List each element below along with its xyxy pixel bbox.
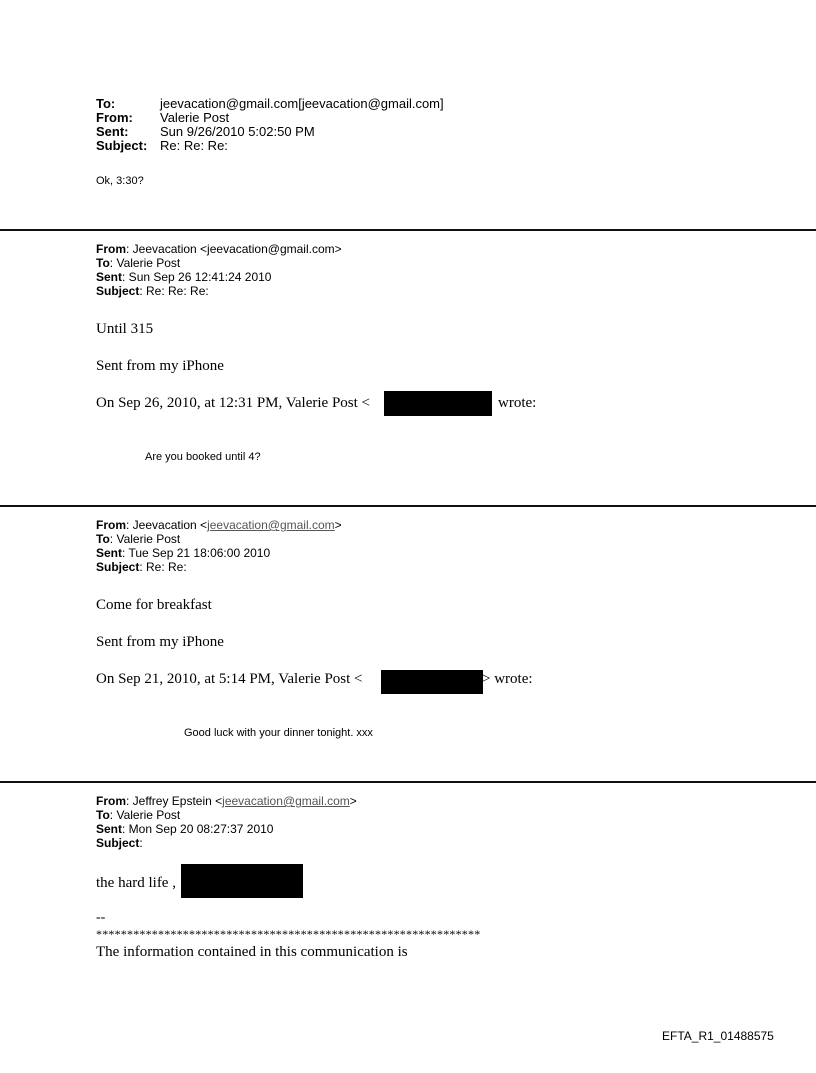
subject-value: Re: Re: Re: <box>160 138 228 153</box>
to-label: To: <box>96 96 116 111</box>
sent-value: : Tue Sep 21 18:06:00 2010 <box>122 546 271 560</box>
from-suffix: > <box>349 794 357 808</box>
subject-label: Subject <box>96 284 140 298</box>
bates-number: EFTA_R1_01488575 <box>662 1029 774 1043</box>
email4-body-line1: the hard life , <box>96 875 176 891</box>
subject-label: Subject <box>96 560 140 574</box>
email2-body-line1: Until 315 <box>96 321 154 337</box>
from-prefix: : Jeffrey Epstein < <box>126 794 223 808</box>
to-label: To <box>96 808 110 822</box>
email-link[interactable]: jeevacation@gmail.com <box>207 518 335 532</box>
sent-value: : Mon Sep 20 08:27:37 2010 <box>122 822 274 836</box>
from-label: From <box>96 242 126 256</box>
sent-label: Sent: <box>96 124 129 139</box>
from-suffix: > <box>334 518 342 532</box>
sent-label: Sent <box>96 822 123 836</box>
subject-value: : Re: Re: <box>139 560 187 574</box>
sent-label: Sent <box>96 546 123 560</box>
email4-header <box>96 794 357 850</box>
email3-quoted-text: Good luck with your dinner tonight. xxx <box>184 727 373 739</box>
email3-body-line1: Come for breakfast <box>96 597 212 613</box>
email2-header <box>96 242 342 298</box>
from-prefix: : Jeevacation < <box>126 518 208 532</box>
email2-quoted-text: Are you booked until 4? <box>145 451 261 463</box>
signature-dashes: -- <box>96 910 106 925</box>
to-value: : Valerie Post <box>109 808 181 822</box>
to-label: To <box>96 256 110 270</box>
email3-quote-suffix: > wrote: <box>482 671 533 687</box>
redaction-box <box>384 391 492 416</box>
to-value: : Valerie Post <box>109 256 181 270</box>
sent-value: : Sun Sep 26 12:41:24 2010 <box>122 270 272 284</box>
divider <box>0 781 816 783</box>
redaction-box <box>381 670 483 694</box>
email2-body-line2: Sent from my iPhone <box>96 358 224 374</box>
email1-body: Ok, 3:30? <box>96 175 144 187</box>
subject-value: : <box>139 836 143 850</box>
from-label: From <box>96 518 126 532</box>
sent-label: Sent <box>96 270 123 284</box>
subject-label: Subject <box>96 836 140 850</box>
to-value: : Valerie Post <box>109 532 181 546</box>
email3-body-line2: Sent from my iPhone <box>96 634 224 650</box>
email1-header <box>96 96 444 153</box>
email3-quote-prefix: On Sep 21, 2010, at 5:14 PM, Valerie Post < <box>96 671 363 687</box>
to-label: To <box>96 532 110 546</box>
sent-value: Sun 9/26/2010 5:02:50 PM <box>160 124 315 139</box>
email2-quote-prefix: On Sep 26, 2010, at 12:31 PM, Valerie Post < <box>96 395 371 411</box>
to-value: jeevacation@gmail.com[jeevacation@gmail.com] <box>160 96 444 111</box>
from-label: From: <box>96 110 133 125</box>
from-value: Valerie Post <box>160 110 230 125</box>
email3-header <box>96 518 342 574</box>
redaction-box <box>181 864 303 898</box>
from-label: From <box>96 794 126 808</box>
divider <box>0 229 816 231</box>
from-value: : Jeevacation <jeevacation@gmail.com> <box>126 242 342 256</box>
subject-label: Subject: <box>96 138 148 153</box>
disclaimer-text: The information contained in this communication is <box>96 944 408 960</box>
email2-quote-suffix: wrote: <box>498 395 537 411</box>
email-link[interactable]: jeevacation@gmail.com <box>222 794 350 808</box>
subject-value: : Re: Re: Re: <box>139 284 209 298</box>
divider <box>0 505 816 507</box>
signature-stars: ************************************************************** <box>96 927 481 941</box>
